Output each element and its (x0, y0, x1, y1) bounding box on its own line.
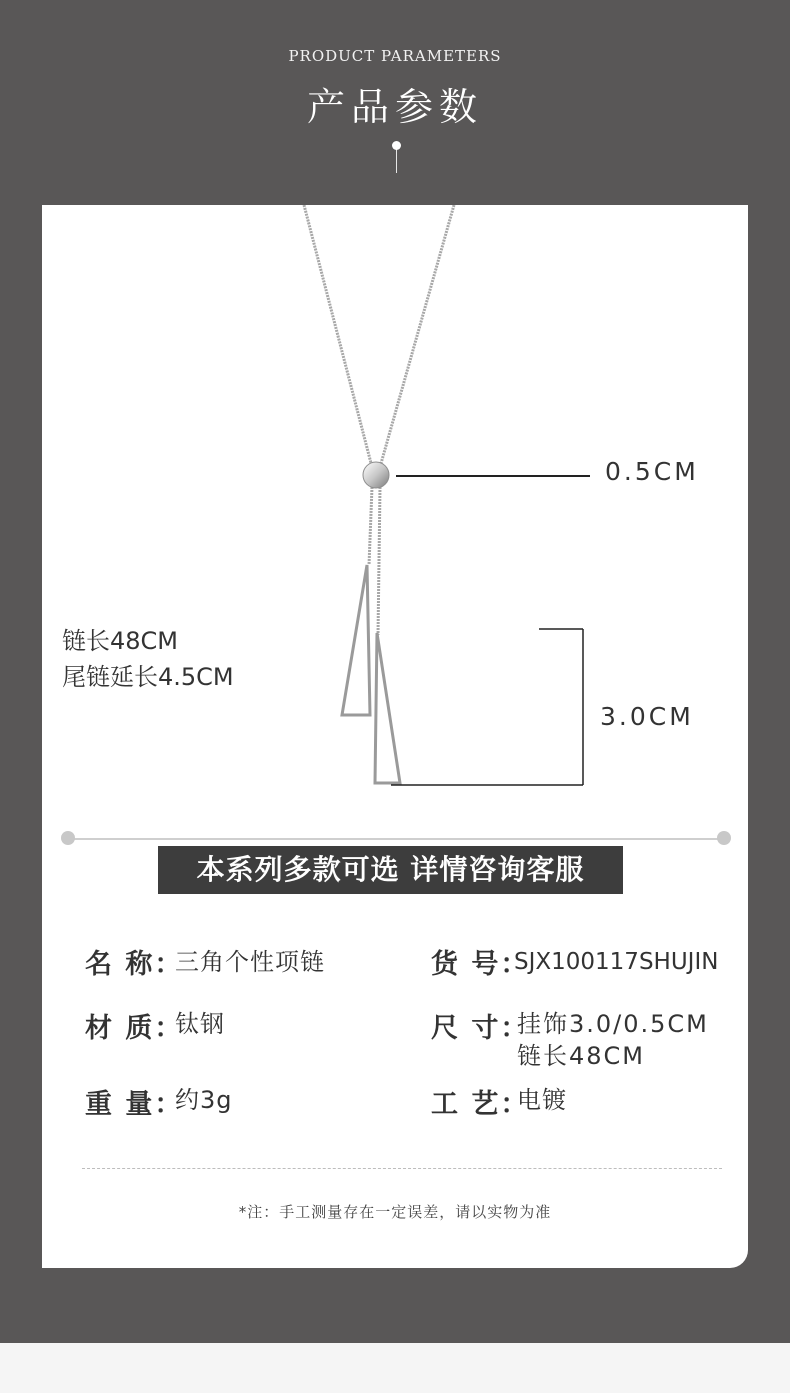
section-title-en: PRODUCT PARAMETERS (288, 47, 502, 65)
divider-dot-right (717, 831, 731, 845)
size-label: 尺 寸： (431, 1013, 530, 1044)
product-card (42, 205, 748, 1268)
sku-value: SJX100117SHUJIN (514, 949, 719, 975)
measurement-note: *注：手工测量存在一定误差，请以实物为准 (238, 1203, 552, 1221)
weight-label: 重 量： (85, 1089, 184, 1120)
bead-icon (363, 462, 389, 488)
triangle-pendant-icon (342, 565, 400, 783)
name-value: 三角个性项链 (175, 948, 325, 976)
divider-dot-left (61, 831, 75, 845)
weight-value: 约3g (175, 1086, 233, 1114)
pendant-size-label: 3.0CM (600, 702, 694, 731)
size-value-line2: 链长48CM (517, 1042, 646, 1070)
note-divider (82, 1168, 722, 1169)
divider-line (68, 838, 724, 840)
header-pin-dot (392, 141, 401, 150)
name-label: 名 称： (85, 949, 184, 980)
bead-size-label: 0.5CM (605, 457, 699, 486)
section-title-cn: 产品参数 (306, 85, 483, 129)
size-value-line1: 挂饰3.0/0.5CM (517, 1010, 709, 1038)
craft-value: 电镀 (517, 1086, 567, 1114)
chain-icon (304, 205, 454, 635)
options-banner: 本系列多款可选 详情咨询客服 (158, 846, 623, 894)
material-value: 钛钢 (175, 1010, 225, 1038)
chain-length-text: 链长48CM (62, 627, 179, 655)
tail-extension-text: 尾链延长4.5CM (62, 663, 234, 691)
craft-label: 工 艺： (431, 1089, 530, 1120)
material-label: 材 质： (85, 1013, 184, 1044)
necklace-image (42, 205, 748, 825)
sku-label: 货 号： (431, 949, 530, 980)
